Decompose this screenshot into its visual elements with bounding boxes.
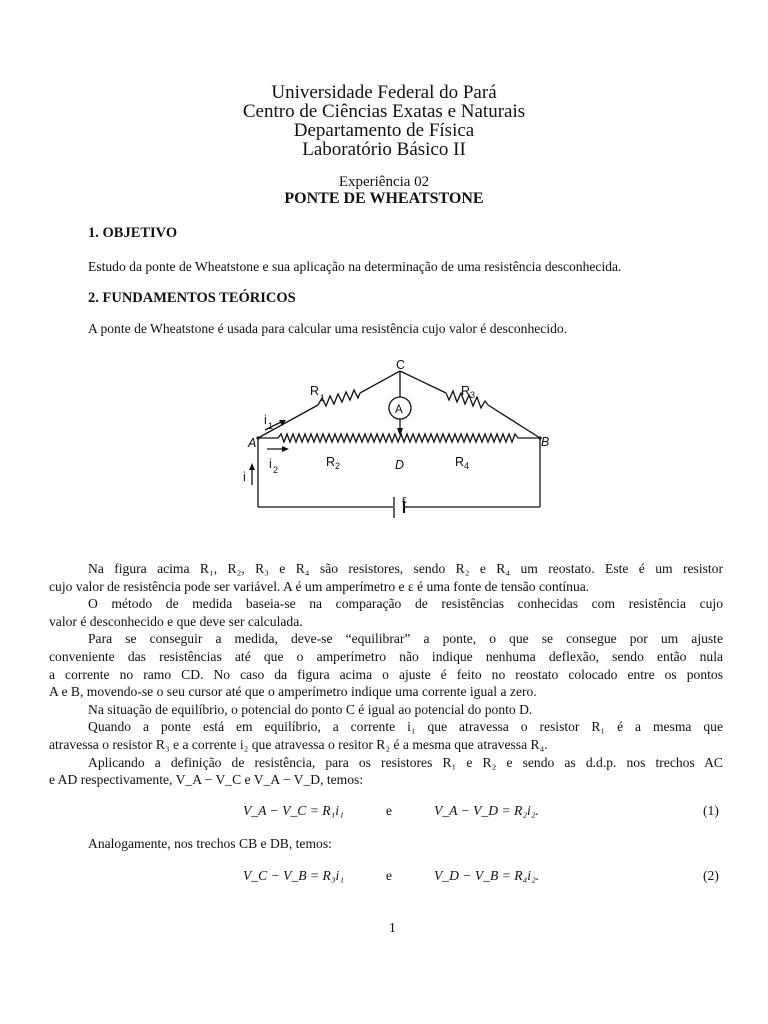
r2-label: R [326, 455, 336, 469]
equation-2-number: (2) [703, 868, 719, 883]
university-name: Universidade Federal do Pará [271, 82, 497, 103]
emf-label: ε [402, 494, 407, 506]
p1-line2: cujo valor de resistência pode ser variável. A é um amperímetro e ε é uma fonte de tensão contínua. [49, 578, 590, 594]
wire-r1-c [360, 371, 400, 393]
paragraph-block [49, 560, 723, 789]
equation-2-conjunction: e [386, 868, 393, 883]
node-a-label: A [248, 436, 257, 450]
i-arrow-head [249, 463, 255, 470]
p6-line1: Aplicando a definição de resistência, para os resistores R₁ e R₂ e sendo as d.d.p. nos trechos AC [88, 754, 723, 770]
equation-1-right: V_A − V_D = R₂i₂. [434, 803, 539, 818]
department-name: Departamento de Física [293, 120, 475, 141]
r3-label: R [461, 384, 471, 398]
p5-line2: atravessa o resistor R₃ e a corrente i₂ que atravessa o resitor R₂ é a mesma que atravessa R₄. [49, 736, 548, 752]
r4-sub-label: 4 [464, 461, 470, 471]
experiment-label: Experiência 02 [338, 174, 430, 190]
r4-label: R [455, 455, 465, 469]
equation-1-number: (1) [703, 803, 719, 818]
equation-1-left: V_A − V_C = R₁i₁ [243, 803, 344, 818]
wire-a-r1 [258, 405, 318, 438]
section-heading-objetivo: 1. OBJETIVO [88, 225, 178, 241]
analogamente-text: Analogamente, nos trechos CB e DB, temos: [88, 836, 332, 851]
p3-line2: conveniente das resistências até que o amperímetro não indique nenhuma deflexão, sendo então nula [49, 648, 723, 664]
i2-label: i [269, 457, 272, 471]
objetivo-text: Estudo da ponte de Wheatstone e sua aplicação na determinação de uma resistência desconhecida. [88, 259, 622, 274]
cursor-arrow-head [397, 428, 403, 436]
p2-line1: O método de medida baseia-se na comparação de resistências conhecidas com resistência cujo [88, 596, 723, 612]
node-b-label: B [541, 435, 550, 449]
p3-line3: a corrente no ramo CD. No caso da figura acima o ajuste é feito no reostato colocado entre os pontos [49, 666, 723, 682]
i1-label: i [264, 413, 267, 427]
r3-sub-label: 3 [470, 390, 476, 400]
p3-line4: A e B, movendo-se o seu cursor até que o amperímetro indique uma corrente igual a zero. [49, 684, 537, 700]
equation-1-conjunction: e [386, 803, 393, 818]
p3-line1: Para se conseguir a medida, deve-se “equilibrar” a ponte, o que se consegue por um ajuste [88, 631, 723, 647]
node-d-label: D [395, 458, 405, 472]
p2-line2: valor é desconhecido e que deve ser calculada. [49, 613, 303, 629]
i2-sub-label: 2 [273, 465, 279, 475]
r1-sub-label: 1 [320, 393, 326, 403]
wire-r3-b [488, 405, 540, 438]
p5-line1: Quando a ponte está em equilíbrio, a corrente i₁ que atravessa o resistor R₁ é a mesma que [88, 719, 723, 735]
p1-line1: Na figura acima R₁, R₂, R₃ e R₄ são resistores, sendo R₂ e R₄ um reostato. Este é um resistor [88, 561, 723, 576]
r2-sub-label: 2 [335, 461, 341, 471]
r1-label: R [310, 384, 320, 398]
i1-sub-label: 1 [268, 421, 274, 431]
ammeter-label: A [395, 404, 403, 416]
i-label: i [243, 470, 246, 484]
section-heading-fundamentos: 2. FUNDAMENTOS TEÓRICOS [88, 290, 296, 306]
rheostat-r2-r4 [278, 434, 518, 442]
node-c-label: C [396, 358, 406, 372]
p4-line1: Na situação de equilíbrio, o potencial do ponto C é igual ao potencial do ponto D. [88, 701, 533, 717]
wheatstone-circuit-diagram [0, 350, 768, 530]
experiment-title: PONTE DE WHEATSTONE [284, 190, 484, 207]
equation-2-right: V_D − V_B = R₄i₂. [434, 868, 540, 883]
p6-line2: e AD respectivamente, V_A − V_C e V_A − V_D, temos: [49, 772, 364, 788]
page-number: 1 [389, 920, 396, 935]
equation-2-left: V_C − V_B = R₃i₁ [243, 868, 345, 883]
i2-arrow-head [282, 446, 289, 452]
fundamentos-intro: A ponte de Wheatstone é usada para calcular uma resistência cujo valor é desconhecido. [88, 321, 568, 336]
wire-c-r3 [400, 371, 446, 393]
laboratory-name: Laboratório Básico II [302, 139, 466, 160]
center-name: Centro de Ciências Exatas e Naturais [242, 101, 526, 122]
node-a-dot [256, 436, 259, 439]
